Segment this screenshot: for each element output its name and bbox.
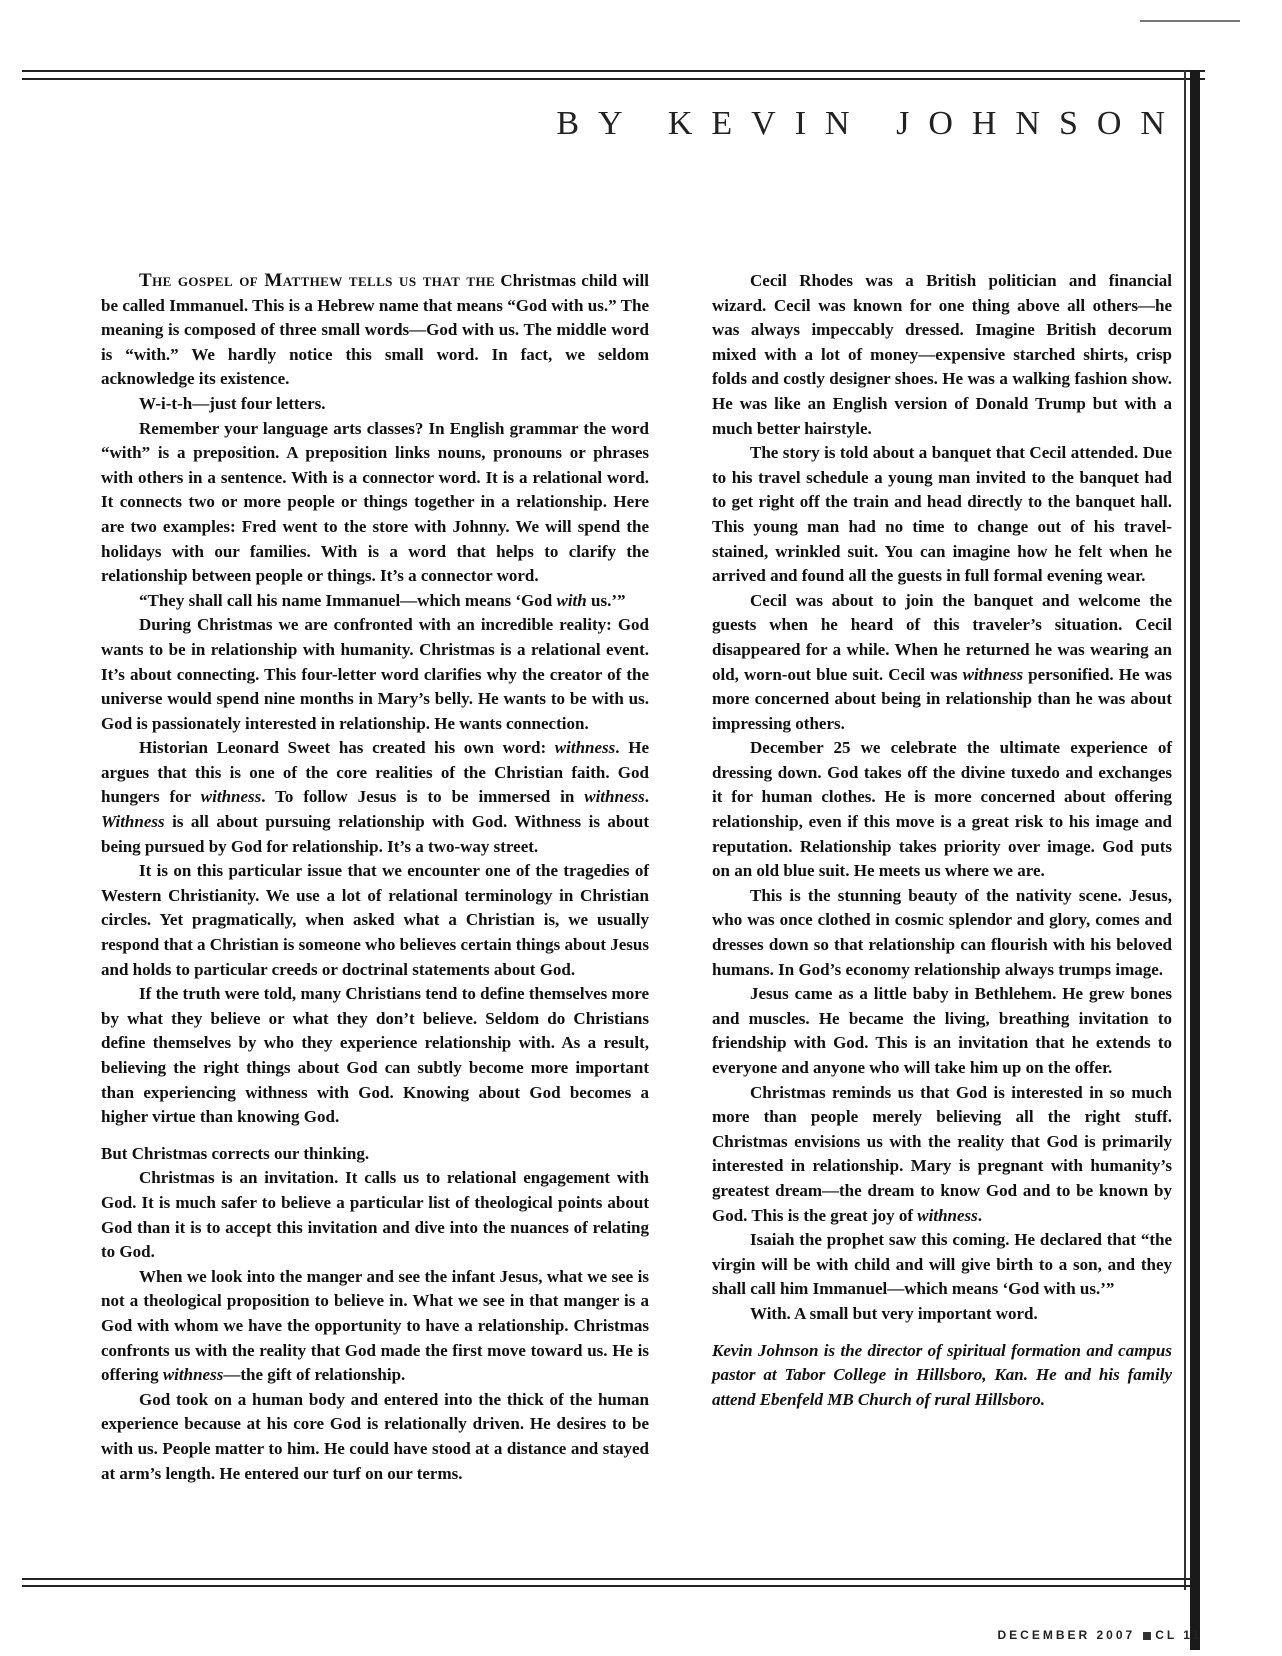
side-rule-thin — [1184, 70, 1186, 1590]
lead-in-caps: The gospel of Matthew tells us that the — [139, 270, 496, 291]
article-column-right — [712, 269, 1172, 1412]
subheading: But Christmas corrects our thinking. — [101, 1143, 370, 1163]
paragraph: Cecil Rhodes was a British politician and financial wizard. Cecil was known for one thing above all others—he was always impeccably dressed. Imagine British decorum mixed with a lot of money—expensive starched shirts, crisp folds and costly designer shoes. He was a walking fashion show. He was like an English version of Donald Trump but with a much better hairstyle. — [712, 271, 1172, 438]
paragraph: W-i-t-h—just four letters. — [139, 393, 326, 413]
paragraph: It is on this particular issue that we encounter one of the tragedies of Western Christianity. We use a lot of relational terminology in Christian circles. Yet pragmatically, when asked what a Christian is, we usually respond that a Christian is someone who believes certain things about Jesus and holds to particular creeds or doctrinal statements about God. — [101, 861, 649, 979]
paragraph: This is the stunning beauty of the nativity scene. Jesus, who was once clothed in cosmic splendor and glory, comes and dresses down so that relationship can flourish with his beloved humans. In God’s economy relationship always trumps image. — [712, 885, 1172, 979]
paragraph: Cecil was about to join the banquet and welcome the guests when he heard of this traveler’s situation. Cecil disappeared for a while. When he returned he was wearing an old, worn-out blue suit. Cecil was withness personified. He was more concerned about being in relationship than he was about impressing others. — [712, 590, 1172, 733]
paragraph: God took on a human body and entered into the thick of the human experience because at his core God is relationally driven. He desires to be with us. People matter to him. He could have stood at a distance and stayed at arm’s length. He entered our turf on our terms. — [101, 1389, 649, 1483]
paragraph: Historian Leonard Sweet has created his own word: withness. He argues that this is one of the core realities of the Christian faith. God hungers for withness. To follow Jesus is to be immersed in withness. Withness is all about pursuing relationship with God. Withness is about being pursued by God for relationship. It’s a two-way street. — [101, 738, 649, 856]
paragraph: The story is told about a banquet that Cecil attended. Due to his travel schedule a young man invited to the banquet had to get right off the train and head directly to the banquet hall. This young man had no time to change out of his travel-stained, wrinkled suit. You can imagine how he felt when he arrived and found all the guests in full formal evening wear. — [712, 443, 1172, 586]
byline: BY KEVIN JOHNSON — [556, 105, 1184, 142]
paragraph: If the truth were told, many Christians tend to define themselves more by what they believe or what they don’t believe. Seldom do Christians define themselves by who they experience relationship with. As a result, believing the right things about God can subtly become more important than experiencing withness with God. Knowing about God becomes a higher virtue than knowing God. — [101, 984, 649, 1127]
paragraph: The gospel of Matthew tells us that the Christmas child will be called Immanuel. This is a Hebrew name that means “God with us.” The meaning is composed of three small words—God with us. The middle word is “with.” We hardly notice this small word. In fact, we seldom acknowledge its existence. — [101, 270, 649, 389]
footer-rule — [22, 1578, 1190, 1580]
top-corner-rule — [1140, 20, 1240, 22]
paragraph: Christmas reminds us that God is interested in so much more than people merely believing all the right stuff. Christmas envisions us with the reality that God is primarily interested in relationship. Mary is pregnant with humanity’s greatest dream—the dream to know God and to be known by God. This is the great joy of withness. — [712, 1082, 1172, 1225]
header-rule-inner — [22, 78, 1205, 80]
paragraph: When we look into the manger and see the infant Jesus, what we see is not a theological proposition to believe in. What we see in that manger is a God with whom we have the opportunity to have a relationship. Christmas confronts us with the reality that God made the first move toward us. He is offering withness—the gift of relationship. — [101, 1266, 649, 1385]
footer-square-icon — [1143, 1632, 1151, 1640]
page-number: CL 11 — [1155, 1628, 1202, 1642]
issue-date: DECEMBER 2007 — [997, 1628, 1136, 1642]
pull-quote: “They shall call his name Immanuel—which means ‘God with us.’” — [139, 590, 626, 610]
footer-rule-inner — [22, 1585, 1190, 1587]
page-footer — [997, 1628, 1202, 1642]
header-rule — [22, 70, 1205, 72]
paragraph: December 25 we celebrate the ultimate experience of dressing down. God takes off the divine tuxedo and exchanges it for human clothes. He is more concerned about offering relationship, even if this move is a great risk to his image and reputation. Relationship takes priority over image. God puts on an old blue suit. He meets us where we are. — [712, 738, 1172, 881]
paragraph: Christmas is an invitation. It calls us to relational engagement with God. It is much safer to believe a particular list of theological points about God than it is to accept this invitation and dive into the nuances of relating to God. — [101, 1168, 649, 1262]
paragraph: With. A small but very important word. — [750, 1303, 1038, 1323]
paragraph: Jesus came as a little baby in Bethlehem. He grew bones and muscles. He became the living, breathing invitation to friendship with God. This is an invitation that he extends to everyone and anyone who will take him up on the offer. — [712, 984, 1172, 1077]
side-rule — [1190, 70, 1200, 1650]
author-bio: Kevin Johnson is the director of spiritual formation and campus pastor at Tabor College in Hillsboro, Kan. He and his family attend Ebenfeld MB Church of rural Hillsboro. — [712, 1340, 1172, 1409]
paragraph: During Christmas we are confronted with an incredible reality: God wants to be in relationship with humanity. Christmas is a relational event. It’s about connecting. This four-letter word clarifies why the creator of the universe would spend nine months in Mary’s belly. He wants to be with us. God is passionately interested in relationship. He wants connection. — [101, 615, 649, 733]
paragraph: Isaiah the prophet saw this coming. He declared that “the virgin will be with child and will give birth to a son, and they shall call him Immanuel—which means ‘God with us.’” — [712, 1230, 1172, 1299]
article-column-left — [101, 269, 649, 1486]
paragraph: Remember your language arts classes? In English grammar the word “with” is a preposition. A preposition links nouns, pronouns or phrases with others in a sentence. With is a connector word. It is a relational word. It connects two or more people or things together in a relationship. Here are two examples: Fred went to the store with Johnny. We will spend the holidays with our families. With is a word that helps to clarify the relationship between people or things. It’s a connector word. — [101, 418, 649, 586]
